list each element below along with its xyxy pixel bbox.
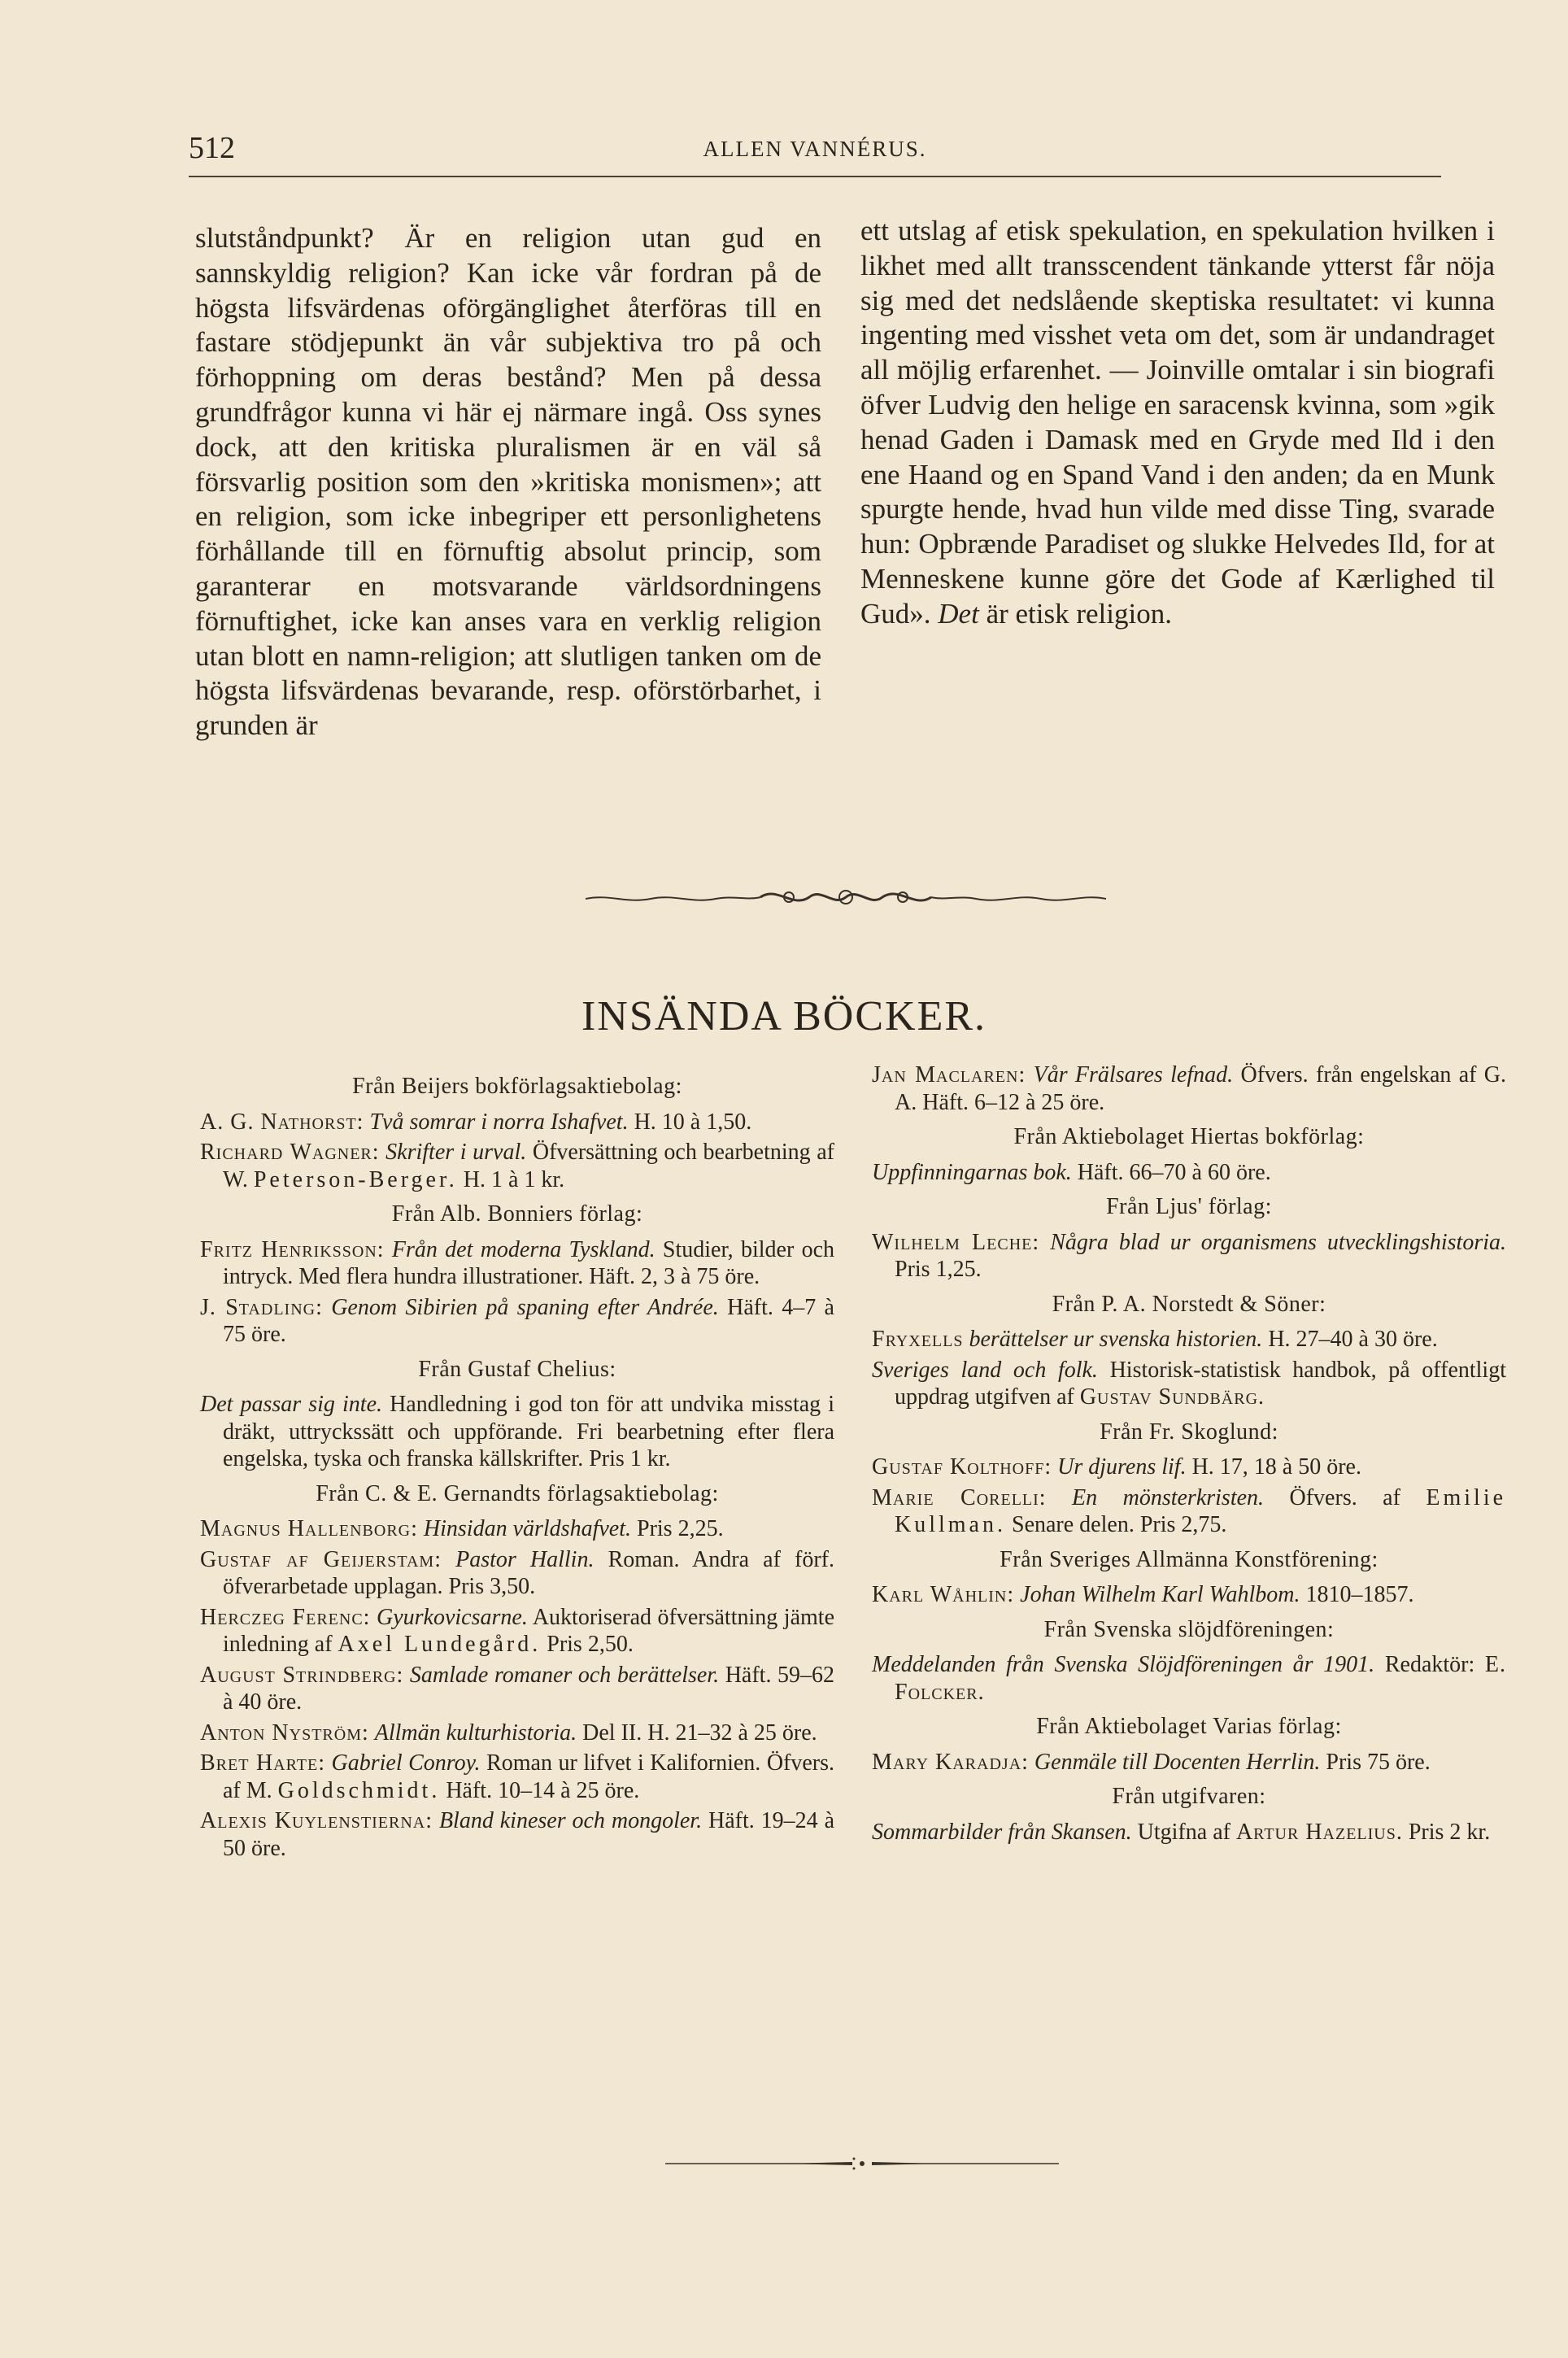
book-entry: Det passar sig inte. Handledning i god ton för att undvika misstag i dräkt, uttryckssätt och uppförande. Fri bearbetning efter flera engelska, tyska och franska källskrifter. Pris 1 kr.	[200, 1392, 835, 1471]
book-entry: Magnus Hallenborg: Hinsidan världshafvet. Pris 2,25.	[200, 1516, 724, 1541]
left-column	[195, 221, 821, 743]
section-title: INSÄNDA BÖCKER.	[581, 993, 987, 1040]
publisher-heading: Från Svenska slöjdföreningen:	[1043, 1616, 1335, 1642]
book-entry: Herczeg Ferenc: Gyurkovicsarne. Auktoriserad öfversättning jämte inledning af Axel Lundegård. Pris 2,50.	[200, 1604, 834, 1657]
book-entry: Gustaf af Geijerstam: Pastor Hallin. Roman. Andra af förf. öfverarbetade upplagan. Pris 3,50.	[200, 1546, 834, 1599]
publisher-heading: Från Alb. Bonniers förlag:	[391, 1201, 643, 1227]
book-entry: Meddelanden från Svenska Slöjdföreningen år 1901. Redaktör: E. Folcker.	[872, 1652, 1507, 1705]
publisher-heading: Från Aktiebolaget Hiertas bokförlag:	[1013, 1124, 1365, 1149]
left-column-text: slutståndpunkt? Är en religion utan gud en sannskyldig religion? Kan icke vår fordran på de högsta lifsvärdenas oförgänglighet återföras till en fastare stödjepunkt än vår subjektiva tro på och förhoppning om deras bestånd? Men på dessa grundfrågor kunna vi här ej närmare ingå. Oss synes dock, att den kritiska pluralismen är en väl så försvarlig position som den »kritiska monismen»; att en religion, som icke inbegriper ett personlighetens förhållande till en förnuftig absolut princip, som garanterar en motsvarande världsordningens förnuftighet, icke kan anses vara en verklig religion utan blott en namn-religion; att slutligen tanken om de högsta lifsvärdenas bevarande, resp. oförstörbarhet, i grunden är	[195, 222, 821, 742]
book-entry: Bret Harte: Gabriel Conroy. Roman ur lifvet i Kalifornien. Öfvers. af M. Goldschmidt. Häft. 10–14 à 25 öre.	[200, 1750, 835, 1803]
page-number: 512	[189, 131, 235, 165]
book-entry: J. Stadling: Genom Sibirien på spaning efter Andrée. Häft. 4–7 à 75 öre.	[200, 1294, 834, 1347]
book-entry: Fryxells berättelser ur svenska historien. H. 27–40 à 30 öre.	[872, 1327, 1438, 1352]
publisher-heading: Från Gustaf Chelius:	[418, 1356, 616, 1382]
publisher-heading: Från C. & E. Gernandts förlagsaktiebolag:	[316, 1480, 719, 1506]
book-entry: Sveriges land och folk. Historisk-statistisk handbok, på offentligt uppdrag utgifven af Gustav Sundbärg.	[872, 1357, 1506, 1410]
publisher-heading: Från Beijers bokförlagsaktiebolag:	[352, 1074, 682, 1099]
book-entry: Gustaf Kolthoff: Ur djurens lif. H. 17, 18 à 50 öre.	[872, 1454, 1361, 1480]
book-entry: Uppfinningarnas bok. Häft. 66–70 à 60 öre.	[872, 1159, 1271, 1185]
book-entry: Sommarbilder från Skansen. Utgifna af Artur Hazelius. Pris 2 kr.	[872, 1819, 1491, 1845]
book-entry: Fritz Henriksson: Från det moderna Tyskland. Studier, bilder och intryck. Med flera hundra illustrationer. Häft. 2, 3 à 75 öre.	[200, 1236, 835, 1289]
page-header	[189, 130, 1441, 172]
publisher-heading: Från Sveriges Allmänna Konstförening:	[1000, 1546, 1379, 1572]
book-entry: Marie Corelli: En mönsterkristen. Öfvers. af Emilie Kullman. Senare delen. Pris 2,75.	[872, 1484, 1507, 1537]
running-head: ALLEN VANNÉRUS.	[703, 137, 927, 161]
book-entry: A. G. Nathorst: Två somrar i norra Ishafvet. H. 10 à 1,50.	[200, 1109, 752, 1135]
end-rule	[665, 2154, 1059, 2173]
publisher-heading: Från Ljus' förlag:	[1106, 1194, 1272, 1219]
book-entry: August Strindberg: Samlade romaner och berättelser. Häft. 59–62 à 40 öre.	[200, 1662, 835, 1715]
book-entry: Jan Maclaren: Vår Frälsares lefnad. Öfvers. från engelskan af G. A. Häft. 6–12 à 25 öre.	[872, 1062, 1507, 1115]
book-entry: Alexis Kuylenstierna: Bland kineser och mongoler. Häft. 19–24 à 50 öre.	[200, 1808, 835, 1861]
right-column	[860, 214, 1495, 632]
publisher-heading: Från Aktiebolaget Varias förlag:	[1036, 1714, 1342, 1739]
book-entry: Mary Karadja: Genmäle till Docenten Herrlin. Pris 75 öre.	[872, 1749, 1431, 1775]
header-rule	[189, 176, 1441, 177]
right-column-text: ett utslag af etisk spekulation, en spekulation hvilken i likhet med allt transscendent tänkande ytterst får nöja sig med det nedslående skeptiska resultatet: vi kunna ingenting med visshet veta om det, som är undandraget all möjlig erfarenhet. — Joinville omtalar i sin biografi öfver Ludvig den helige en saracensk kvinna, som »gik henad Gaden i Damask med en Gryde med Ild i den ene Haand og en Spand Vand i den anden; da en Munk spurgte hende, hvad hun vilde med disse Ting, svarade hun: Opbrænde Paradiset og slukke Helvedes Ild, for at Menneskene kunne göre det Gode af Kærlighed til Gud». Det är etisk religion.	[860, 215, 1495, 630]
book-entry: Wilhelm Leche: Några blad ur organismens utvecklingshistoria. Pris 1,25.	[872, 1229, 1506, 1282]
book-list-left	[200, 1066, 834, 1865]
book-entry: Anton Nyström: Allmän kulturhistoria. Del II. H. 21–32 à 25 öre.	[200, 1719, 817, 1746]
ornament-divider	[586, 881, 1106, 913]
publisher-heading: Från Fr. Skoglund:	[1100, 1419, 1278, 1445]
publisher-heading: Från utgifvaren:	[1112, 1784, 1266, 1809]
book-entry: Karl Wåhlin: Johan Wilhelm Karl Wahlbom. 1810–1857.	[872, 1582, 1414, 1607]
book-list-right	[872, 1061, 1506, 1849]
book-entry: Richard Wagner: Skrifter i urval. Öfversättning och bearbetning af W. Peterson-Berger. H. 1 à 1 kr.	[200, 1140, 834, 1192]
publisher-heading: Från P. A. Norstedt & Söner:	[1052, 1291, 1326, 1317]
